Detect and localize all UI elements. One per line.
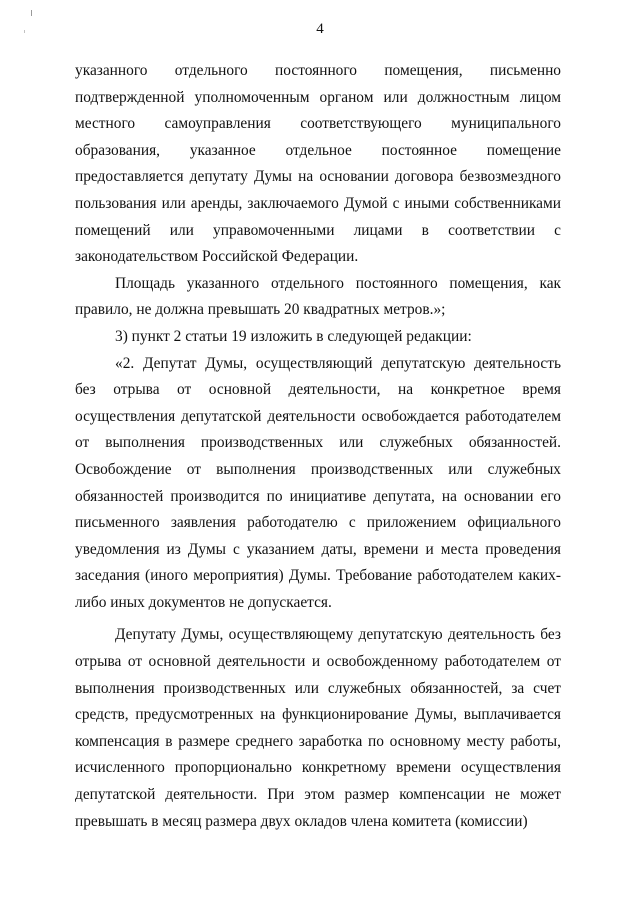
paragraph-continuation: указанного отдельного постоянного помещения, письменно подтвержденной уполномоченным органом или должностным лицом местного самоуправления соответствующего муниципального образования, указанное отдельное постоянное помещение предоставляется депутату Думы на основании договора безвозмездного пользования или аренды, заключаемого Думой с иными собственниками помещений или управомоченными лицами в соответствии с законодательством Российской Федерации. <box>75 62 561 266</box>
paragraph-amendment-item-3: 3) пункт 2 статьи 19 изложить в следующей редакции: <box>115 327 472 345</box>
paragraph-area-limit: Площадь указанного отдельного постоянного помещения, как правило, не должна превышать 20 квадратных метров.»; <box>75 274 561 319</box>
paragraph-compensation: Депутату Думы, осуществляющему депутатскую деятельность без отрыва от основной деятельности и освобожденному работодателем от выполнения производственных или служебных обязанностей, за счет средств, предусмотренных на функционирование Думы, выплачивается компенсация в размере среднего заработка по основному месту работы, исчисленного пропорционально конкретному времени осуществления депутатской деятельности. При этом размер компенсации не может превышать в месяц размера двух окладов члена комитета (комиссии) <box>75 626 561 830</box>
document-body <box>75 58 561 835</box>
page-number: 4 <box>316 21 324 37</box>
paragraph-clause-2: «2. Депутат Думы, осуществляющий депутатскую деятельность без отрыва от основной деятельности, на конкретное время осуществления депутатской деятельности освобождается работодателем от выполнения производственных или служебных обязанностей. Освобождение от выполнения производственных или служебных обязанностей производится по инициативе депутата, на основании его письменного заявления работодателю с приложением официального уведомления из Думы с указанием даты, времени и места проведения заседания (иного мероприятия) Думы. Требование работодателем каких-либо иных документов не допускается. <box>75 354 561 611</box>
scan-edge-mark <box>31 10 32 16</box>
